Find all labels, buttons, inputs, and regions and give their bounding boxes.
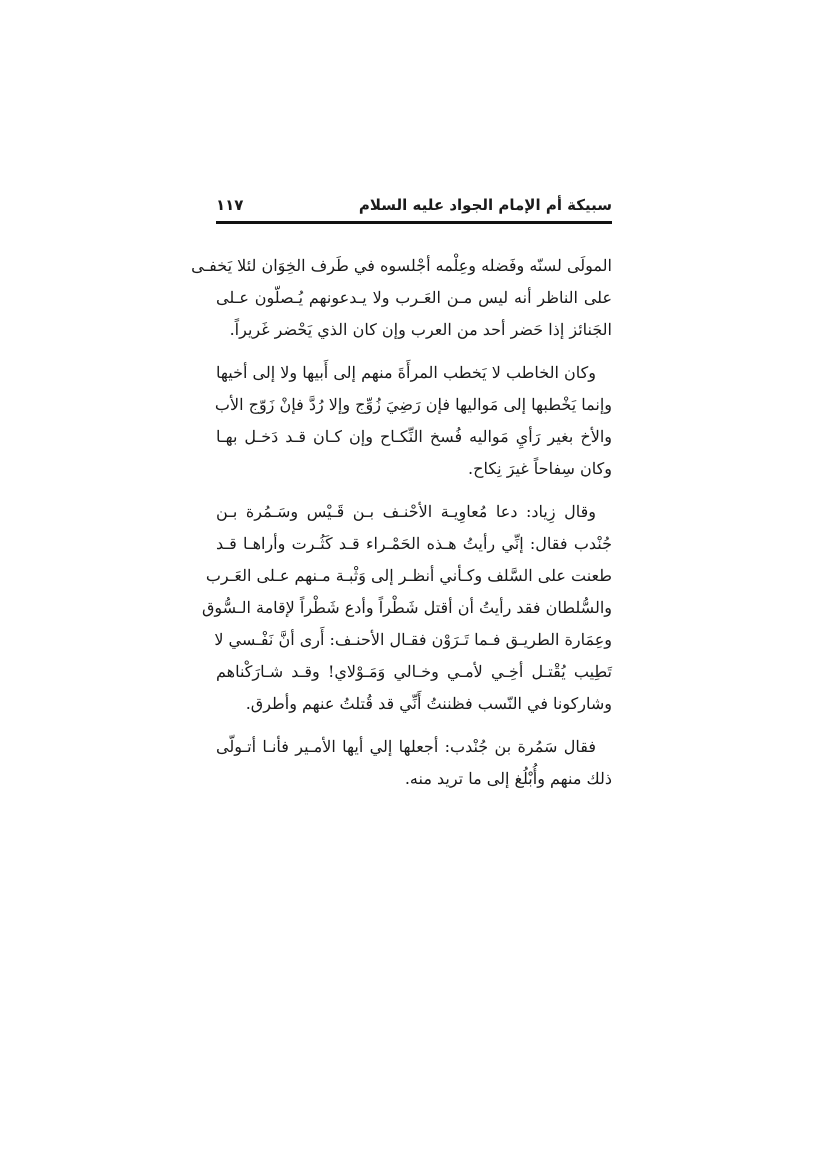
running-header xyxy=(216,196,612,222)
text-line: على الناظر أنه ليس مـن العَـرب ولا يـدعونهم يُـصلّون عـلى xyxy=(216,288,613,307)
text-line: والسُّلطان فقد رأيتُ أن أقتل شَطْراً وأدع شَطْراً لإقامة الـسُّوق xyxy=(201,598,612,617)
text-line: وشاركونا في النّسب فظننتُ أَنِّي قد قُتلتُ عنهم وأطرق. xyxy=(245,694,612,713)
paragraph xyxy=(216,731,612,795)
paragraph xyxy=(201,496,612,720)
page-number: ١١٧ xyxy=(216,196,244,214)
text-line: ذلك منهم وأُبْلُغ إلى ما تريد منه. xyxy=(404,769,612,788)
text-line: والأخ بغير رَأيِ مَواليه فُسخ النِّكـاح وإن كـان قـد دَخـل بهـا xyxy=(216,427,612,446)
text-line: جُنْدب فقال: إنِّي رأيتُ هـذه الحَمْـراء قـد كَثُـرت وأراهـا قـد xyxy=(216,534,612,553)
text-line: وعِمَارة الطريـق فـما تَـرَوْن فقـال الأحنـف: أَرى أنَّ نَفْـسي لا xyxy=(214,630,612,649)
text-line: وكان سِفاحاً غيرَ نِكاح. xyxy=(468,459,612,478)
text-line: وكان الخاطب لا يَخطب المرأَةَ منهم إلى أَبيها ولا إلى أخيها xyxy=(216,363,596,382)
body-text xyxy=(191,250,613,806)
paragraph xyxy=(216,357,612,485)
text-line: وإنما يَخْطبها إلى مَواليها فإن رَضِيَ زُوِّج وإلا رُدَّ فإنْ زَوّج الأب xyxy=(214,395,612,414)
text-line: تَطِيب يُقْتـل أخِـي لأمـي وخـالي وَمَـوْلاي! وقـد شـارَكْناهم xyxy=(216,662,612,681)
text-line: الجَنائز إذا حَضر أحد من العرب وإن كان الذي يَحْضر غَريراً. xyxy=(229,320,612,339)
text-line: وقال زِياد: دعا مُعاوِيـة الأحْنـف بـن قَـيْس وسَـمُرة بـن xyxy=(216,502,596,521)
text-line: طعنت على السَّلف وكـأني أنظـر إلى وَثْبـة مـنهم عـلى العَـرب xyxy=(205,566,612,585)
text-line: المولَى لسنّه وفَضله وعِلْمه أجْلسوه في طَرف الخِوَان لئلا يَخفـى xyxy=(191,256,612,275)
header-rule xyxy=(216,221,612,224)
text-line: فقال سَمُرة بن جُنْدب: أجعلها إلي أيها الأمـير فأنـا أتـولّى xyxy=(216,737,596,756)
paragraph xyxy=(191,250,613,346)
header-title: سبيكة أم الإمام الجواد عليه السلام xyxy=(358,196,612,214)
